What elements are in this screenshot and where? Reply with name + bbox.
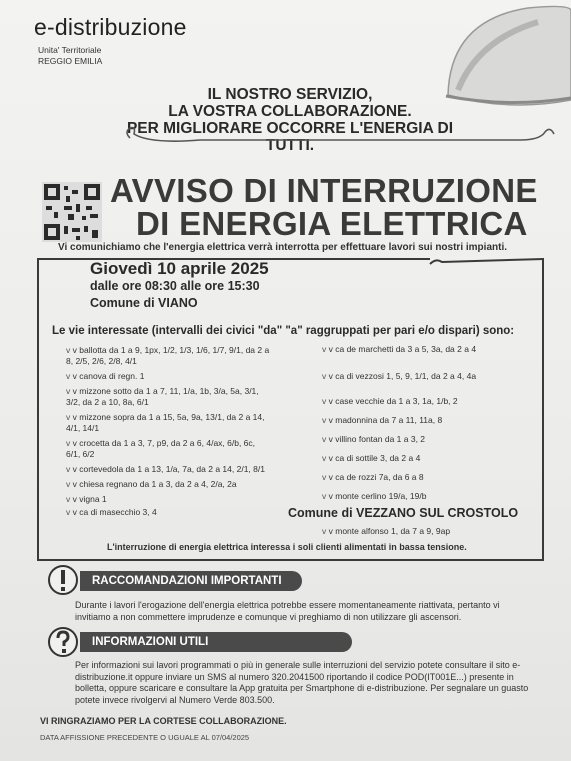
bullet-mark: v [322,415,327,425]
bullet-mark: v [322,434,327,444]
bullet-mark: v [322,371,327,381]
bullet-mark: v [322,344,327,354]
info-heading: INFORMAZIONI UTILI [80,632,352,652]
bullet-mark: v [66,345,71,355]
slogan-line-1: IL NOSTRO SERVIZIO, [207,86,373,103]
slogan-line-2: LA VOSTRA COLLABORAZIONE. [168,103,412,120]
list-item [66,464,271,475]
streets-list-comune2 [322,526,537,541]
street-text: v mizzone sotto da 1 a 7, 11, 1/a, 1b, 3/a, 5a, 3/1, 3/2, da 2 a 10, 8a, 6/1 [66,386,259,407]
list-item [322,453,537,464]
street-text: v canova di regn. 1 [72,371,145,381]
intro-text: Vi comunichiamo che l'energia elettrica verrà interrotta per effettuare lavori sui nostri impianti. [58,242,507,253]
list-item [66,507,271,518]
list-item [66,494,271,505]
street-text: v villino fontan da 1 a 3, 2 [328,434,426,444]
posting-date-note: DATA AFFISSIONE PRECEDENTE O UGUALE AL 07/04/2025 [40,733,250,742]
list-item [66,345,271,367]
low-voltage-note: L'interruzione di energia elettrica interessa i soli clienti alimentati in bassa tensione. [107,542,467,552]
recommendations-heading: RACCOMANDAZIONI IMPORTANTI [80,571,302,591]
bullet-mark: v [322,526,327,536]
notice-title-line-1: AVVISO DI INTERRUZIONE [110,172,538,209]
bullet-mark: v [66,412,71,422]
list-item [322,371,537,382]
street-text: v ca di sottile 3, da 2 a 4 [328,453,421,463]
streets-list-right [322,344,537,506]
bullet-mark: v [322,472,327,482]
list-item [66,371,271,382]
notice-title-line-2: DI ENERGIA ELETTRICA [136,205,528,242]
street-text: v chiesa regnano da 1 a 3, da 2 a 4, 2/a, 2a [72,479,237,489]
list-item [66,386,271,408]
comune-viano: Comune di VIANO [90,296,198,310]
list-item [322,396,537,407]
question-icon [47,626,79,658]
outage-hours: dalle ore 08:30 alle ore 15:30 [90,279,260,293]
list-item [322,434,537,445]
street-text: v monte cerlino 19/a, 19/b [328,491,427,501]
street-text: v mizzone sopra da 1 a 15, 5a, 9a, 13/1, da 2 a 14, 4/1, 14/1 [66,412,265,433]
bullet-mark: v [66,507,71,517]
list-item [322,491,537,502]
unit-line-2: REGGIO EMILIA [38,56,103,66]
street-text: v crocetta da 1 a 3, 7, p9, da 2 a 6, 4/ax, 6/b, 6c, 6/1, 6/2 [66,438,256,459]
street-text: v monte alfonso 1, da 7 a 9, 9ap [328,526,451,536]
street-text: v madonnina da 7 a 11, 11a, 8 [328,415,443,425]
street-text: v ca de rozzi 7a, da 6 a 8 [328,472,424,482]
street-text: v cortevedola da 1 a 13, 1/a, 7a, da 2 a 14, 2/1, 8/1 [72,464,265,474]
street-text: v case vecchie da 1 a 3, 1a, 1/b, 2 [328,396,458,406]
bullet-mark: v [322,491,327,501]
street-text: v ballotta da 1 a 9, 1px, 1/2, 1/3, 1/6, 1/7, 9/1, da 2 a 8, 2/5, 2/6, 2/8, 4/1 [66,345,270,366]
list-item [322,472,537,483]
exclamation-icon [47,564,79,596]
box-corner-decoration-icon [426,256,546,270]
list-item [66,479,271,490]
streets-list-left [66,345,271,522]
brand-logo: e-distribuzione [34,14,187,40]
streets-heading: Le vie interessate (intervalli dei civici "da" "a" raggruppati per pari e/o dispari) sono: [52,325,515,337]
recommendations-text: Durante i lavori l'erogazione dell'energia elettrica potrebbe essere momentaneamente riattivata, pertanto vi invitiamo a non commettere imprudenze e comunque vi preghiamo di non utilizzare gli ascensori. [75,600,500,622]
street-text: v vigna 1 [72,494,107,504]
list-item [66,438,271,460]
bullet-mark: v [66,479,71,489]
unit-line-1: Unita' Territoriale [38,45,102,55]
bullet-mark: v [66,494,71,504]
street-text: v ca di vezzosi 1, 5, 9, 1/1, da 2 a 4, 4a [328,371,477,381]
list-item [322,415,537,426]
list-item [322,526,537,537]
bullet-mark: v [66,438,71,448]
qr-code-icon [42,182,102,242]
bullet-mark: v [322,396,327,406]
outage-day: Giovedì 10 aprile 2025 [90,259,269,278]
list-item [66,412,271,434]
street-text: v ca di masecchio 3, 4 [72,507,157,517]
bullet-mark: v [322,453,327,463]
street-text: v ca de marchetti da 3 a 5, 3a, da 2 a 4 [328,344,477,354]
thanks-text: VI RINGRAZIAMO PER LA CORTESE COLLABORAZIONE. [40,716,287,726]
slogan-line-3: PER MIGLIORARE OCCORRE L'ENERGIA DI TUTTI. [126,120,454,154]
bullet-mark: v [66,386,71,396]
bullet-mark: v [66,464,71,474]
bullet-mark: v [66,371,71,381]
list-item [322,344,537,355]
swirl-decoration-icon [120,120,560,150]
info-text: Per informazioni sui lavori programmati o più in generale sulle interruzioni del servizio potete consultare il sito e-distribuzione.it oppure inviare un SMS al numero 320.2041500 riportando il codice POD(IT001E...) presente in bolletta, oppure scaricare e consultare la App gratuita per Smartphone di e-distribuzione. Per segnalare un guasto potete invece rivolgervi al Numero Verde 803.500. [75,660,529,705]
comune-vezzano: Comune di VEZZANO SUL CROSTOLO [288,506,519,520]
